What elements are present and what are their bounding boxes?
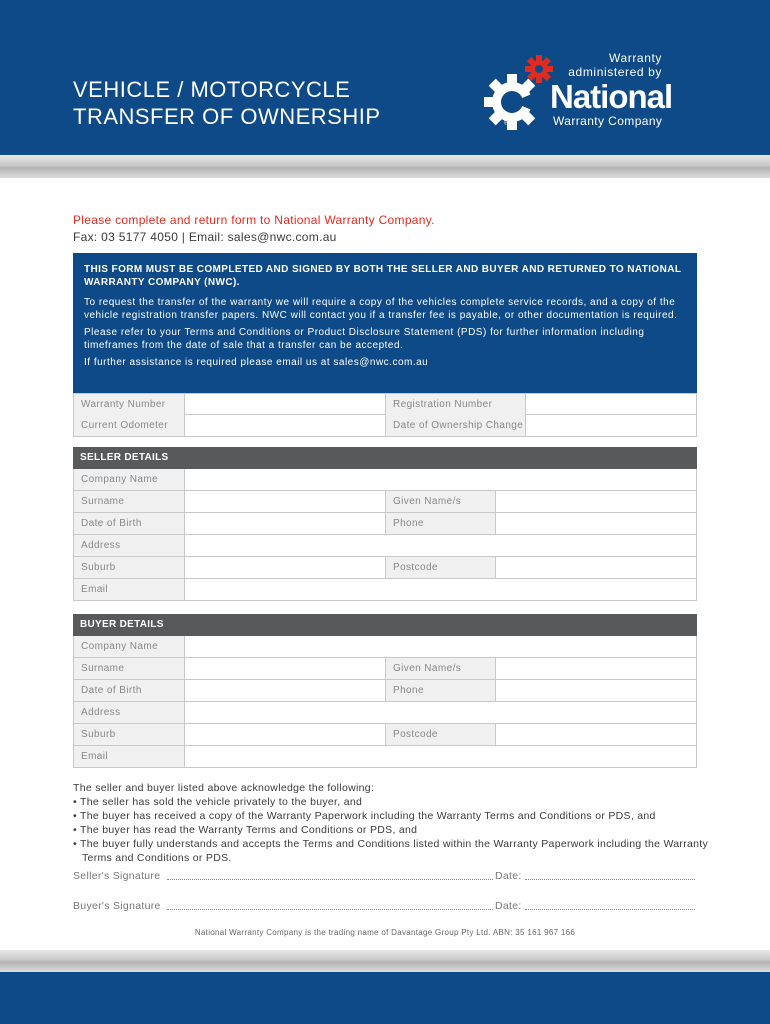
header-banner: [0, 0, 770, 155]
page-title: [73, 76, 381, 130]
buyer-section-heading: BUYER DETAILS: [73, 614, 697, 636]
ownership-change-date-field[interactable]: [526, 415, 696, 436]
contact-details: Fax: 03 5177 4050 | Email: sales@nwc.com.au: [73, 230, 337, 244]
vehicle-details-table: [73, 393, 697, 437]
logo-brand-name: National: [550, 78, 673, 115]
buyer-address-label: Address: [74, 702, 184, 723]
buyer-suburb-field[interactable]: [185, 724, 385, 745]
seller-email-field[interactable]: [185, 579, 696, 600]
form-row: [73, 513, 697, 535]
footer-banner: [0, 972, 770, 1024]
seller-date-label: Date:: [495, 870, 522, 882]
form-row: [73, 535, 697, 557]
buyer-given-names-label: Given Name/s: [386, 658, 495, 679]
seller-address-field[interactable]: [185, 535, 696, 556]
title-line-1: VEHICLE / MOTORCYCLE: [73, 77, 351, 102]
acknowledgement: [73, 781, 713, 865]
buyer-company-label: Company Name: [74, 636, 184, 657]
buyer-date-line[interactable]: [525, 909, 695, 910]
current-odometer-label: Current Odometer: [74, 415, 184, 436]
list-item: • The buyer fully understands and accepts the Terms and Conditions listed within the Warranty Paperwork including the Warranty Terms and Conditions or PDS.: [73, 837, 713, 865]
seller-postcode-field[interactable]: [496, 557, 696, 578]
form-row: [73, 724, 697, 746]
buyer-dob-field[interactable]: [185, 680, 385, 701]
footer-stripe: [0, 950, 770, 972]
logo-brand-sub: Warranty Company: [553, 114, 663, 128]
form-row: [73, 393, 697, 415]
registration-number-field[interactable]: [526, 394, 696, 415]
logo-tagline-line-1: Warranty: [608, 51, 662, 65]
seller-dob-label: Date of Birth: [74, 513, 184, 534]
buyer-email-label: Email: [74, 746, 184, 767]
form-row: [73, 557, 697, 579]
logo-tagline-line-2: administered by: [568, 65, 662, 79]
seller-phone-label: Phone: [386, 513, 495, 534]
buyer-postcode-field[interactable]: [496, 724, 696, 745]
current-odometer-field[interactable]: [185, 415, 385, 436]
buyer-signature-line[interactable]: [167, 909, 493, 910]
list-item: • The seller has sold the vehicle privately to the buyer, and: [73, 795, 713, 809]
buyer-phone-label: Phone: [386, 680, 495, 701]
buyer-email-field[interactable]: [185, 746, 696, 767]
buyer-details-table: [73, 614, 697, 768]
buyer-suburb-label: Suburb: [74, 724, 184, 745]
registered-mark: ®: [504, 120, 510, 127]
notice-paragraph-3: If further assistance is required please email us at sales@nwc.com.au: [84, 357, 429, 368]
warranty-number-field[interactable]: [185, 394, 385, 415]
title-line-2: TRANSFER OF OWNERSHIP: [73, 104, 381, 129]
seller-dob-field[interactable]: [185, 513, 385, 534]
notice-box: [73, 253, 697, 393]
form-row: [73, 415, 697, 437]
notice-heading: THIS FORM MUST BE COMPLETED AND SIGNED BY BOTH THE SELLER AND BUYER AND RETURNED TO NATIONAL WARRANTY COMPANY (NWC).: [84, 264, 682, 288]
form-row: [73, 658, 697, 680]
buyer-given-names-field[interactable]: [496, 658, 696, 679]
acknowledgement-list: [73, 795, 713, 865]
buyer-signature-label: Buyer's Signature: [73, 900, 161, 912]
form-row: [73, 636, 697, 658]
buyer-surname-field[interactable]: [185, 658, 385, 679]
buyer-phone-field[interactable]: [496, 680, 696, 701]
return-instruction: Please complete and return form to National Warranty Company.: [73, 213, 435, 227]
seller-suburb-field[interactable]: [185, 557, 385, 578]
form-row: [73, 579, 697, 601]
ownership-change-date-label: Date of Ownership Change: [386, 415, 525, 436]
buyer-date-label: Date:: [495, 900, 522, 912]
buyer-postcode-label: Postcode: [386, 724, 495, 745]
seller-date-line[interactable]: [525, 879, 695, 880]
intro-text: [73, 212, 697, 246]
seller-address-label: Address: [74, 535, 184, 556]
seller-phone-field[interactable]: [496, 513, 696, 534]
seller-company-field[interactable]: [185, 469, 696, 490]
seller-section-heading: SELLER DETAILS: [73, 447, 697, 469]
buyer-surname-label: Surname: [74, 658, 184, 679]
header-stripe: [0, 155, 770, 178]
list-item: • The buyer has read the Warranty Terms and Conditions or PDS, and: [73, 823, 713, 837]
seller-suburb-label: Suburb: [74, 557, 184, 578]
form-row: [73, 469, 697, 491]
buyer-dob-label: Date of Birth: [74, 680, 184, 701]
registration-number-label: Registration Number: [386, 394, 525, 415]
notice-paragraph-1: To request the transfer of the warranty we will require a copy of the vehicles complete service records, and a copy of the vehicle registration transfer papers. NWC will contact you if a transfer fee is payable, or other documentation is required.: [84, 297, 678, 321]
acknowledgement-lead: The seller and buyer listed above acknowledge the following:: [73, 782, 375, 794]
seller-signature-line[interactable]: [167, 879, 493, 880]
buyer-company-field[interactable]: [185, 636, 696, 657]
form-row: [73, 746, 697, 768]
seller-company-label: Company Name: [74, 469, 184, 490]
seller-signature-label: Seller's Signature: [73, 870, 161, 882]
seller-email-label: Email: [74, 579, 184, 600]
seller-given-names-field[interactable]: [496, 491, 696, 512]
form-row: [73, 491, 697, 513]
gear-icon: [482, 72, 542, 132]
buyer-address-field[interactable]: [185, 702, 696, 723]
warranty-number-label: Warranty Number: [74, 394, 184, 415]
seller-surname-label: Surname: [74, 491, 184, 512]
notice-paragraph-2: Please refer to your Terms and Conditions or Product Disclosure Statement (PDS) for further information including timeframes from the date of sale that a transfer can be accepted.: [84, 327, 645, 351]
logo-tagline: [568, 51, 662, 79]
footnote: National Warranty Company is the trading name of Davantage Group Pty Ltd. ABN: 35 161 967 166: [194, 928, 576, 937]
national-warranty-logo: [482, 50, 702, 135]
seller-given-names-label: Given Name/s: [386, 491, 495, 512]
seller-details-table: [73, 447, 697, 601]
seller-postcode-label: Postcode: [386, 557, 495, 578]
list-item: • The buyer has received a copy of the Warranty Paperwork including the Warranty Terms and Conditions or PDS, and: [73, 809, 713, 823]
form-row: [73, 680, 697, 702]
seller-surname-field[interactable]: [185, 491, 385, 512]
form-row: [73, 702, 697, 724]
